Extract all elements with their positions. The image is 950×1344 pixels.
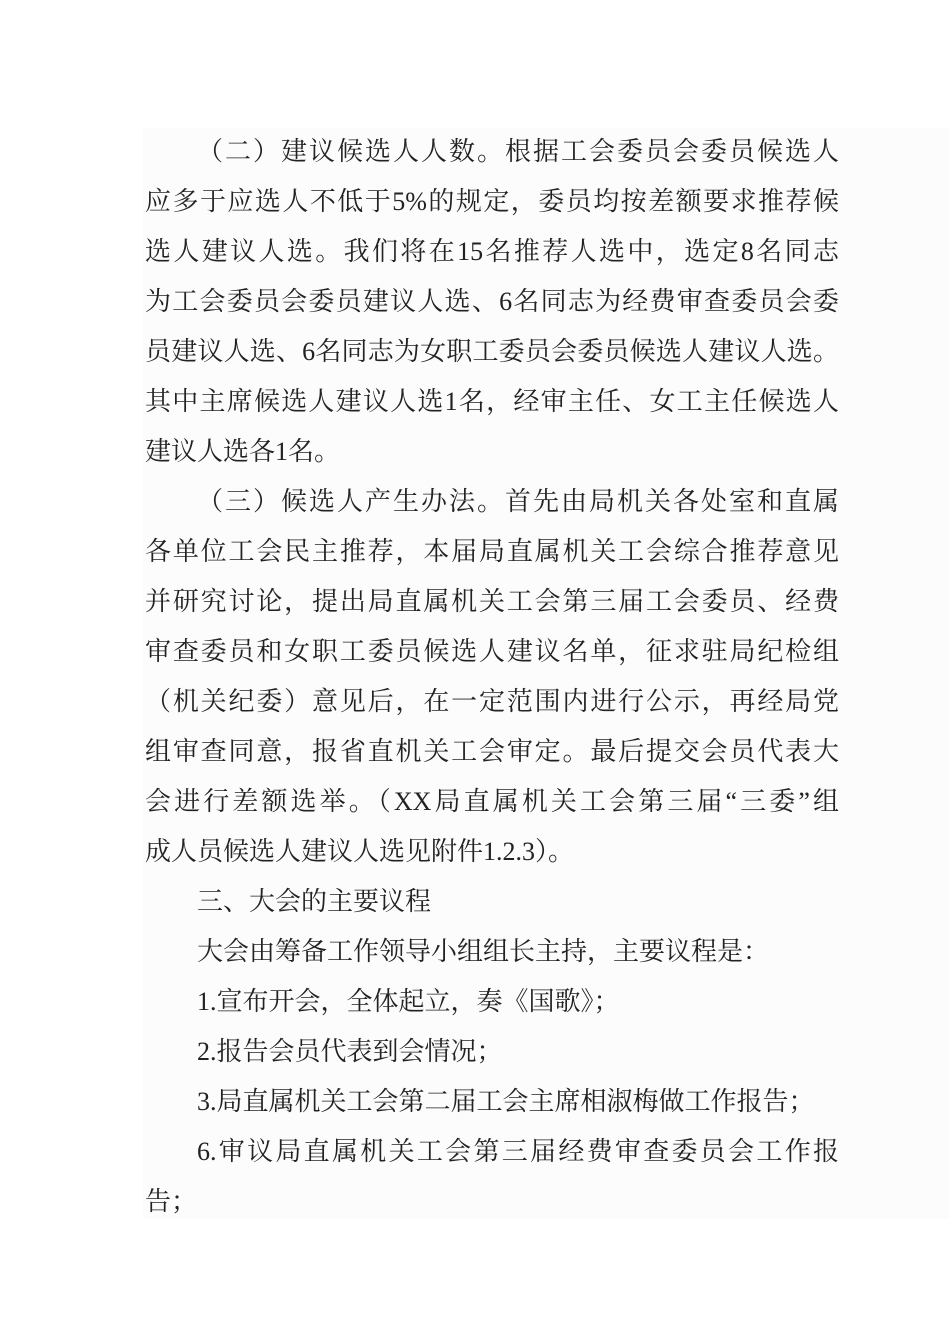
text-line: 3.局直属机关工会第二届工会主席相淑梅做工作报告； <box>197 1087 815 1116</box>
agenda-item-6 <box>145 1127 839 1227</box>
document-text-block <box>145 127 839 1227</box>
agenda-item-1 <box>145 977 839 1027</box>
paragraph-candidate-numbers <box>145 127 839 477</box>
paragraph-candidate-method <box>145 477 839 877</box>
text-line: 6.审议局直属机关工会第三届经费审查委员会工作报 <box>197 1137 839 1166</box>
text-line: 组审查同意，报省直机关工会审定。最后提交会员代表大 <box>145 737 839 766</box>
text-line: 为工会委员会委员建议人选、6名同志为经费审查委员会委 <box>145 287 839 316</box>
section-heading-agenda <box>145 877 839 927</box>
text-line: 大会由筹备工作领导小组组长主持，主要议程是： <box>197 937 770 966</box>
text-line: 2.报告会员代表到会情况； <box>197 1037 503 1066</box>
text-line: （二）建议候选人人数。根据工会委员会委员候选人 <box>197 137 839 166</box>
text-line: 会进行差额选举。（XX局直属机关工会第三届“三委”组 <box>145 787 839 816</box>
text-line: 成人员候选人建议人选见附件1.2.3）。 <box>145 837 575 866</box>
text-line: 审查委员和女职工委员候选人建议名单，征求驻局纪检组 <box>145 637 839 666</box>
text-line: （机关纪委）意见后，在一定范围内进行公示，再经局党 <box>145 687 839 716</box>
text-line: 应多于应选人不低于5%的规定，委员均按差额要求推荐候 <box>145 187 839 216</box>
agenda-item-2 <box>145 1027 839 1077</box>
section-heading: 三、大会的主要议程 <box>197 887 432 916</box>
text-line: 建议人选各1名。 <box>145 437 341 466</box>
text-line: 选人建议人选。我们将在15名推荐人选中，选定8名同志 <box>145 237 839 266</box>
text-line: 其中主席候选人建议人选1名，经审主任、女工主任候选人 <box>145 387 839 416</box>
agenda-item-3 <box>145 1077 839 1127</box>
text-line: 并研究讨论，提出局直属机关工会第三届工会委员、经费 <box>145 587 839 616</box>
paragraph-agenda-intro <box>145 927 839 977</box>
text-line: 员建议人选、6名同志为女职工委员会委员候选人建议人选。 <box>145 337 839 366</box>
text-line: 各单位工会民主推荐，本届局直属机关工会综合推荐意见 <box>145 537 839 566</box>
text-line: 1.宣布开会，全体起立，奏《国歌》； <box>197 987 620 1016</box>
text-line: 告； <box>145 1187 198 1216</box>
text-line: （三）候选人产生办法。首先由局机关各处室和直属 <box>197 487 839 516</box>
